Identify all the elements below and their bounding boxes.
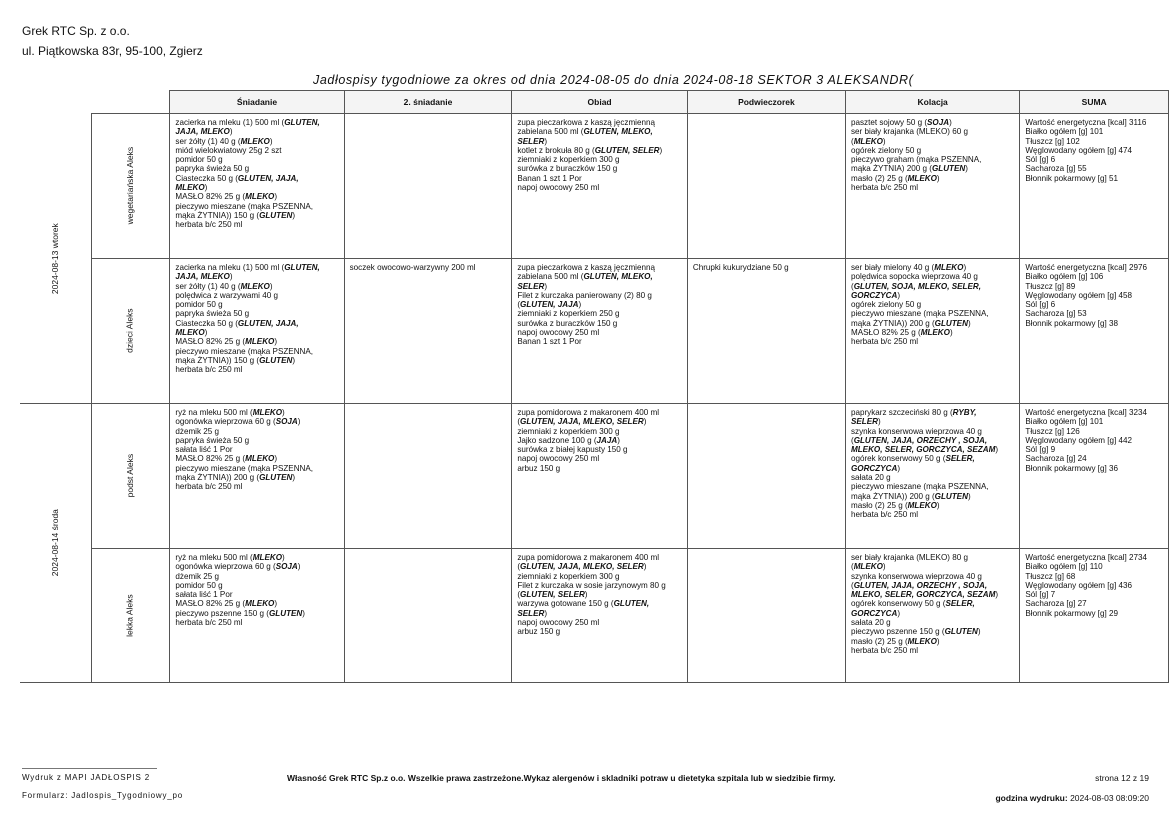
footer-print-source: Wydruk z MAPI JADŁOSPIS 2 <box>22 773 150 782</box>
meal-line: herbata b/c 250 ml <box>175 365 243 375</box>
document-title: Jadłospisy tygodniowe za okres od dnia 2024-08-05 do dnia 2024-08-18 SEKTOR 3 ALEKSANDR( <box>313 73 914 87</box>
col-header-second-breakfast: 2. śniadanie <box>344 91 512 114</box>
meal-line: ogonówka wieprzowa 60 g (SOJA) <box>175 562 301 572</box>
meal-line: mąka ŻYTNIA) 200 g (GLUTEN) <box>850 164 968 174</box>
meal-line: JAJA, MLEKO) <box>175 127 233 137</box>
meal-line: Sacharoza [g] 24 <box>1025 454 1087 464</box>
menu-row <box>20 404 1169 549</box>
col-header-snack: Podwieczorek <box>687 91 845 114</box>
meal-line: MASŁO 82% 25 g (MLEKO) <box>175 454 278 464</box>
meal-line: Węglowodany ogółem [g] 442 <box>1025 435 1133 445</box>
meal-line: Sól [g] 9 <box>1025 445 1056 455</box>
meal-line: Białko ogółem [g] 106 <box>1025 272 1104 282</box>
menu-row <box>20 549 1169 683</box>
meal-line: herbata b/c 250 ml <box>850 337 919 347</box>
meal-line: Sól [g] 6 <box>1025 155 1056 165</box>
meal-line: napoj owocowy 250 ml <box>517 183 600 193</box>
meal-line: sałata liść 1 Por <box>175 590 233 600</box>
meal-line: Białko ogółem [g] 101 <box>1025 417 1104 427</box>
meal-line: pomidor 50 g <box>175 300 223 310</box>
meal-line: herbata b/c 250 ml <box>850 645 919 655</box>
meal-line: herbata b/c 250 ml <box>175 482 243 492</box>
meal-line: ziemniaki z koperkiem 300 g <box>517 155 620 165</box>
print-time-label: godzina wydruku: <box>995 793 1068 803</box>
meal-line: herbata b/c 250 ml <box>850 183 919 193</box>
meal-line: pieczywo mieszane (mąka PSZENNA, <box>175 463 314 473</box>
meal-line: napoj owocowy 250 ml <box>517 328 600 338</box>
meal-line: SELER) <box>517 281 548 291</box>
meal-line: GORCZYCA) <box>850 608 901 618</box>
meal-cell-snack <box>687 259 845 404</box>
meal-line: Sól [g] 6 <box>1025 300 1056 310</box>
meal-line: surówka z buraczków 150 g <box>517 318 618 328</box>
meal-line: mąka ŻYTNIA)) 150 g (GLUTEN) <box>175 210 296 220</box>
meal-line: kotlet z brokuła 80 g (GLUTEN, SELER) <box>517 145 663 155</box>
meal-line: zacierka na mleku (1) 500 ml (GLUTEN, <box>175 118 320 127</box>
meal-line: (GLUTEN, JAJA, MLEKO, SELER) <box>517 562 647 572</box>
meal-cell-supper <box>845 114 1019 259</box>
col-header-lunch: Obiad <box>512 91 688 114</box>
meal-line: Filet z kurczaka w sosie jarzynowym 80 g <box>517 580 666 590</box>
footer-copyright: Własność Grek RTC Sp.z o.o. Wszelkie prawa zastrzeżone.Wykaz alergenów i skladniki potraw u dietetyka szpitala lub w siedzibie firmy. <box>287 773 836 783</box>
meal-line: MLEKO, SELER, GORCZYCA, SEZAM) <box>850 445 999 455</box>
meal-line: ogórek zielony 50 g <box>850 300 922 310</box>
meal-line: pomidor 50 g <box>175 155 223 165</box>
meal-line: Błonnik pokarmowy [g] 36 <box>1025 463 1119 473</box>
meal-cell-snack <box>687 404 845 549</box>
meal-line: ser żółty (1) 40 g (MLEKO) <box>175 136 273 146</box>
meal-cell-breakfast <box>170 404 344 549</box>
meal-line: MLEKO) <box>175 183 208 193</box>
meal-line: sałata liść 1 Por <box>175 445 233 455</box>
meal-line: MLEKO, SELER, GORCZYCA, SEZAM) <box>850 590 999 600</box>
meal-line: mąka ŻYTNIA)) 200 g (GLUTEN) <box>850 318 971 328</box>
meal-line: MASŁO 82% 25 g (MLEKO) <box>175 599 278 609</box>
meal-line: Sacharoza [g] 27 <box>1025 599 1087 609</box>
meal-line: sałata 20 g <box>850 618 891 628</box>
meal-line: zupa pieczarkowa z kaszą jęczmienną <box>517 118 655 127</box>
meal-line: Błonnik pokarmowy [g] 29 <box>1025 608 1119 618</box>
meal-cell-lunch <box>512 114 688 259</box>
day-cell <box>20 404 91 683</box>
meal-line: arbuz 150 g <box>517 463 561 473</box>
meal-line: papryka świeża 50 g <box>175 309 250 319</box>
meal-line: pieczywo graham (mąka PSZENNA, <box>850 155 982 165</box>
meal-line: MASŁO 82% 25 g (MLEKO) <box>175 192 278 202</box>
meal-line: papryka świeża 50 g <box>175 164 250 174</box>
diet-label: dzieci Aleks <box>124 308 135 354</box>
meal-line: Wartość energetyczna [kcal] 3234 <box>1025 408 1147 417</box>
col-header-sum: SUMA <box>1020 91 1169 114</box>
meal-line: herbata b/c 250 ml <box>175 618 243 628</box>
meal-line: mąka ŻYTNIA)) 200 g (GLUTEN) <box>850 491 971 501</box>
meal-line: arbuz 150 g <box>517 627 561 637</box>
meal-cell-supper <box>845 404 1019 549</box>
meal-line: masło (2) 25 g (MLEKO) <box>850 636 940 646</box>
meal-cell-breakfast <box>170 549 344 683</box>
meal-line: herbata b/c 250 ml <box>175 220 243 230</box>
meal-line: MLEKO) <box>175 328 208 338</box>
day-label: 2024-08-14 środa <box>49 509 60 577</box>
diet-label: lekka Aleks <box>124 594 135 637</box>
meal-line: (GLUTEN, JAJA, ORZECHY , SOJA, <box>850 435 988 445</box>
meal-cell-snack <box>687 549 845 683</box>
meal-line: MASŁO 82% 25 g (MLEKO) <box>175 337 278 347</box>
meal-cell-lunch <box>512 259 688 404</box>
meal-line: polędwica sopocka wieprzowa 40 g <box>850 272 978 282</box>
meal-cell-second-breakfast <box>344 404 512 549</box>
meal-line: Białko ogółem [g] 110 <box>1025 562 1103 572</box>
menu-row <box>20 259 1169 404</box>
print-time-value: 2024-08-03 08:09:20 <box>1070 793 1149 803</box>
meal-line: polędwica z warzywami 40 g <box>175 290 278 300</box>
print-timestamp <box>995 793 1149 803</box>
meal-line: (GLUTEN, SELER) <box>517 590 588 600</box>
meal-line: ryż na mleku 500 ml (MLEKO) <box>175 553 285 562</box>
meal-line: Ciasteczka 50 g (GLUTEN, JAJA, <box>175 173 299 183</box>
meal-line: (MLEKO) <box>850 562 886 572</box>
meal-line: (GLUTEN, JAJA, MLEKO, SELER) <box>517 417 647 427</box>
meal-line: Błonnik pokarmowy [g] 51 <box>1025 173 1119 183</box>
menu-table <box>20 90 1169 683</box>
meal-line: Tłuszcz [g] 89 <box>1025 281 1076 291</box>
nutrition-sum-cell <box>1020 114 1169 259</box>
day-cell <box>20 114 91 404</box>
meal-line: miód wielokwiatowy 25g 2 szt <box>175 145 282 155</box>
meal-line: zupa pomidorowa z makaronem 400 ml <box>517 408 660 417</box>
meal-line: surówka z buraczków 150 g <box>517 164 618 174</box>
meal-line: Sacharoza [g] 55 <box>1025 164 1087 174</box>
corner-blank <box>20 91 91 114</box>
meal-line: Tłuszcz [g] 68 <box>1025 571 1076 581</box>
meal-line: ogórek zielony 50 g <box>850 145 922 155</box>
col-header-supper: Kolacja <box>845 91 1019 114</box>
meal-line: Węglowodany ogółem [g] 474 <box>1025 145 1133 155</box>
meal-line: Wartość energetyczna [kcal] 2976 <box>1025 263 1147 272</box>
meal-line: sałata 20 g <box>850 473 891 483</box>
meal-line: mąka ŻYTNIA)) 150 g (GLUTEN) <box>175 355 296 365</box>
meal-line: dżemik 25 g <box>175 571 220 581</box>
meal-cell-supper <box>845 259 1019 404</box>
meal-cell-lunch <box>512 549 688 683</box>
meal-line: Białko ogółem [g] 101 <box>1025 127 1104 137</box>
meal-line: ziemniaki z koperkiem 250 g <box>517 309 620 319</box>
meal-line: Filet z kurczaka panierowany (2) 80 g <box>517 290 652 300</box>
nutrition-sum-cell <box>1020 259 1169 404</box>
meal-line: SELER) <box>517 136 548 146</box>
meal-line: napoj owocowy 250 ml <box>517 454 600 464</box>
meal-line: Tłuszcz [g] 126 <box>1025 426 1080 436</box>
meal-line: Wartość energetyczna [kcal] 2734 <box>1025 553 1147 562</box>
meal-line: GORCZYCA) <box>850 463 901 473</box>
meal-line: ziemniaki z koperkiem 300 g <box>517 571 620 581</box>
meal-line: pieczywo mieszane (mąka PSZENNA, <box>850 309 989 319</box>
meal-line: zabielana 500 ml (GLUTEN, MLEKO, <box>517 272 653 282</box>
meal-cell-second-breakfast <box>344 549 512 683</box>
corner-blank <box>91 91 170 114</box>
meal-line: (GLUTEN, SOJA, MLEKO, SELER, <box>850 281 981 291</box>
meal-line: pieczywo pszenne 150 g (GLUTEN) <box>850 627 981 637</box>
meal-line: Tłuszcz [g] 102 <box>1025 136 1080 146</box>
meal-line: herbata b/c 250 ml <box>850 510 919 520</box>
meal-line: papryka świeża 50 g <box>175 435 250 445</box>
meal-line: masło (2) 25 g (MLEKO) <box>850 173 940 183</box>
diet-cell <box>91 404 170 549</box>
meal-line: Banan 1 szt 1 Por <box>517 337 582 347</box>
meal-line: Błonnik pokarmowy [g] 38 <box>1025 318 1119 328</box>
meal-line: pieczywo mieszane (mąka PSZENNA, <box>175 346 314 356</box>
meal-line: ser biały mielony 40 g (MLEKO) <box>850 263 967 272</box>
meal-cell-second-breakfast <box>344 259 512 404</box>
meal-line: pieczywo mieszane (mąka PSZENNA, <box>850 482 989 492</box>
meal-line: pasztet sojowy 50 g (SOJA) <box>850 118 952 127</box>
meal-line: Wartość energetyczna [kcal] 3116 <box>1025 118 1147 127</box>
meal-line: Węglowodany ogółem [g] 436 <box>1025 580 1133 590</box>
meal-cell-breakfast <box>170 259 344 404</box>
meal-line: Banan 1 szt 1 Por <box>517 173 582 183</box>
meal-cell-lunch <box>512 404 688 549</box>
meal-line: ser żółty (1) 40 g (MLEKO) <box>175 281 273 291</box>
meal-line: GORCZYCA) <box>850 290 901 300</box>
meal-line: Węglowodany ogółem [g] 458 <box>1025 290 1133 300</box>
nutrition-sum-cell <box>1020 549 1169 683</box>
meal-line: zupa pomidorowa z makaronem 400 ml <box>517 553 660 562</box>
footer-form-name: Formularz: Jadlospis_Tygodniowy_po <box>22 791 184 800</box>
day-label: 2024-08-13 wtorek <box>49 222 60 294</box>
col-header-breakfast: Śniadanie <box>170 91 344 114</box>
diet-cell <box>91 549 170 683</box>
meal-line: (GLUTEN, JAJA) <box>517 300 582 310</box>
meal-line: zacierka na mleku (1) 500 ml (GLUTEN, <box>175 263 320 272</box>
meal-line: dżemik 25 g <box>175 426 220 436</box>
meal-line: ogórek konserwowy 50 g (SELER, <box>850 454 975 464</box>
meal-line: ser biały krajanka (MLEKO) 80 g <box>850 553 968 562</box>
meal-line: warzywa gotowane 150 g (GLUTEN, <box>517 599 650 609</box>
meal-line: soczek owocowo-warzywny 200 ml <box>349 263 476 272</box>
meal-line: JAJA, MLEKO) <box>175 272 233 282</box>
meal-line: Sacharoza [g] 53 <box>1025 309 1087 319</box>
meal-line: pieczywo mieszane (mąka PSZENNA, <box>175 201 314 211</box>
meal-line: zabielana 500 ml (GLUTEN, MLEKO, <box>517 127 653 137</box>
meal-line: Jajko sadzone 100 g (JAJA) <box>517 435 620 445</box>
meal-line: MASŁO 82% 25 g (MLEKO) <box>850 328 953 338</box>
menu-row <box>20 114 1169 259</box>
diet-cell <box>91 114 170 259</box>
diet-label: podst Aleks <box>124 454 135 498</box>
meal-cell-snack <box>687 114 845 259</box>
meal-line: pomidor 50 g <box>175 580 223 590</box>
meal-line: ser biały krajanka (MLEKO) 60 g <box>850 127 968 137</box>
meal-line: surówka z białej kapusty 150 g <box>517 445 628 455</box>
meal-cell-second-breakfast <box>344 114 512 259</box>
meal-line: masło (2) 25 g (MLEKO) <box>850 500 940 510</box>
meal-line: (MLEKO) <box>850 136 886 146</box>
header-row <box>20 91 1169 114</box>
meal-line: SELER) <box>850 417 881 427</box>
meal-line: Chrupki kukurydziane 50 g <box>692 263 789 272</box>
company-name: Grek RTC Sp. z o.o. <box>22 24 130 38</box>
footer-rule <box>22 768 157 769</box>
meal-line: Ciasteczka 50 g (GLUTEN, JAJA, <box>175 318 299 328</box>
meal-line: szynka konserwowa wieprzowa 40 g <box>850 571 982 581</box>
meal-line: ogonówka wieprzowa 60 g (SOJA) <box>175 417 301 427</box>
meal-line: SELER) <box>517 608 548 618</box>
diet-cell <box>91 259 170 404</box>
diet-label: wegetariańska Aleks <box>124 147 135 225</box>
meal-line: szynka konserwowa wieprzowa 40 g <box>850 426 982 436</box>
meal-line: ryż na mleku 500 ml (MLEKO) <box>175 408 285 417</box>
meal-line: zupa pieczarkowa z kaszą jęczmienną <box>517 263 655 272</box>
meal-line: mąka ŻYTNIA)) 200 g (GLUTEN) <box>175 473 296 483</box>
meal-line: Sól [g] 7 <box>1025 590 1056 600</box>
meal-line: pieczywo pszenne 150 g (GLUTEN) <box>175 608 305 618</box>
meal-line: paprykarz szczeciński 80 g (RYBY, <box>850 408 977 417</box>
meal-cell-breakfast <box>170 114 344 259</box>
meal-line: (GLUTEN, JAJA, ORZECHY , SOJA, <box>850 580 988 590</box>
meal-line: ogórek konserwowy 50 g (SELER, <box>850 599 975 609</box>
meal-cell-supper <box>845 549 1019 683</box>
nutrition-sum-cell <box>1020 404 1169 549</box>
meal-line: napoj owocowy 250 ml <box>517 618 600 628</box>
company-address: ul. Piątkowska 83r, 95-100, Zgierz <box>22 44 203 58</box>
meal-line: ziemniaki z koperkiem 300 g <box>517 426 620 436</box>
page-number: strona 12 z 19 <box>1095 773 1149 783</box>
